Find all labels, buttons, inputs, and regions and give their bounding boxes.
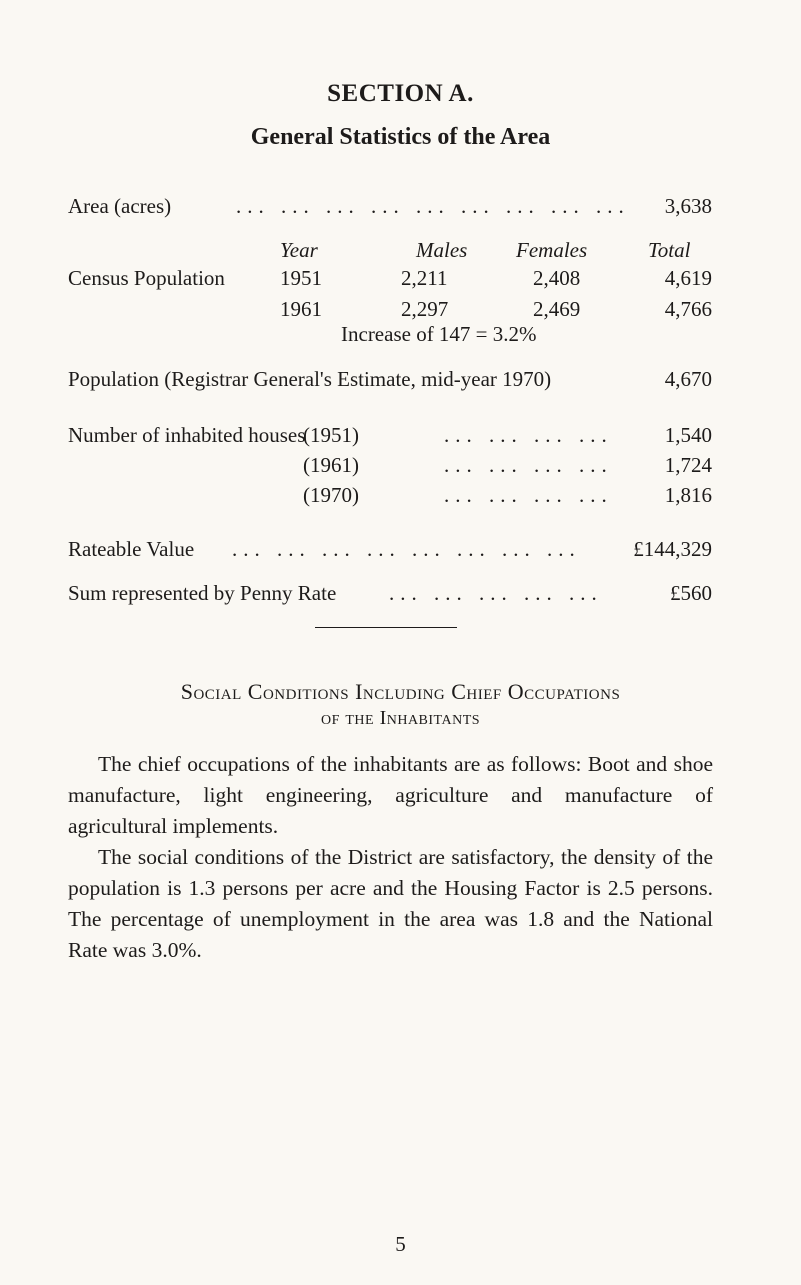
penny-rate-label: Sum represented by Penny Rate	[68, 581, 337, 605]
census-row-males: 2,211	[401, 266, 448, 290]
census-row-year: 1951	[280, 266, 322, 290]
houses-row-value: 1,540	[664, 423, 712, 447]
rateable-value-label: Rateable Value	[68, 537, 195, 561]
social-paragraph-2-text: The social conditions of the District are satisfactory, the density of the population is 1.3 persons per acre and the Housing Factor is 2.5 persons. The percentage of unemployment in the area was 1.8 and the National Rate was 3.0%.	[68, 845, 713, 962]
houses-row-value: 1,724	[664, 453, 712, 477]
population-estimate-value: 4,670	[664, 367, 712, 391]
houses-row-dots: ... ... ... ...	[444, 423, 613, 447]
social-paragraph-2	[68, 842, 713, 966]
census-row-females: 2,408	[533, 266, 581, 290]
social-heading-line1: Social Conditions Including Chief Occupations	[180, 679, 621, 704]
social-heading-line2: of the Inhabitants	[320, 707, 481, 729]
census-increase: Increase of 147 = 3.2%	[341, 322, 537, 346]
houses-row-year: (1970)	[303, 483, 359, 507]
page-number: 5	[395, 1232, 406, 1256]
census-row-total: 4,766	[664, 297, 712, 321]
rateable-value-value: £144,329	[633, 537, 712, 561]
houses-row-year: (1951)	[303, 423, 359, 447]
census-row-females: 2,469	[533, 297, 581, 321]
census-row-total: 4,619	[664, 266, 712, 290]
section-title: SECTION A.	[327, 80, 474, 107]
rateable-value-dots: ... ... ... ... ... ... ... ...	[232, 537, 581, 561]
census-row-year: 1961	[280, 297, 322, 321]
area-label: Area (acres)	[68, 194, 172, 218]
penny-rate-dots: ... ... ... ... ...	[389, 581, 603, 605]
houses-label: Number of inhabited houses	[68, 423, 306, 447]
census-header-year: Year	[280, 238, 318, 262]
section-divider	[315, 627, 457, 628]
population-estimate-label: Population (Registrar General's Estimate, mid-year 1970)	[68, 367, 552, 391]
census-header-total: Total	[648, 238, 691, 262]
houses-row-dots: ... ... ... ...	[444, 483, 613, 507]
houses-row-value: 1,816	[664, 483, 712, 507]
census-row-males: 2,297	[401, 297, 449, 321]
area-leader-dots: ... ... ... ... ... ... ... ... ...	[236, 194, 630, 218]
section-subtitle: General Statistics of the Area	[250, 124, 551, 150]
penny-rate-value: £560	[670, 581, 712, 605]
census-header-females: Females	[516, 238, 588, 262]
houses-row-year: (1961)	[303, 453, 359, 477]
census-label: Census Population	[68, 266, 225, 290]
social-paragraph-1	[68, 749, 713, 842]
social-paragraph-1-text: The chief occupations of the inhabitants are as follows: Boot and shoe manufacture, light engineering, agriculture and manufacture of agricultural implements.	[68, 752, 713, 838]
area-value: 3,638	[664, 194, 712, 218]
houses-row-dots: ... ... ... ...	[444, 453, 613, 477]
census-header-males: Males	[416, 238, 468, 262]
